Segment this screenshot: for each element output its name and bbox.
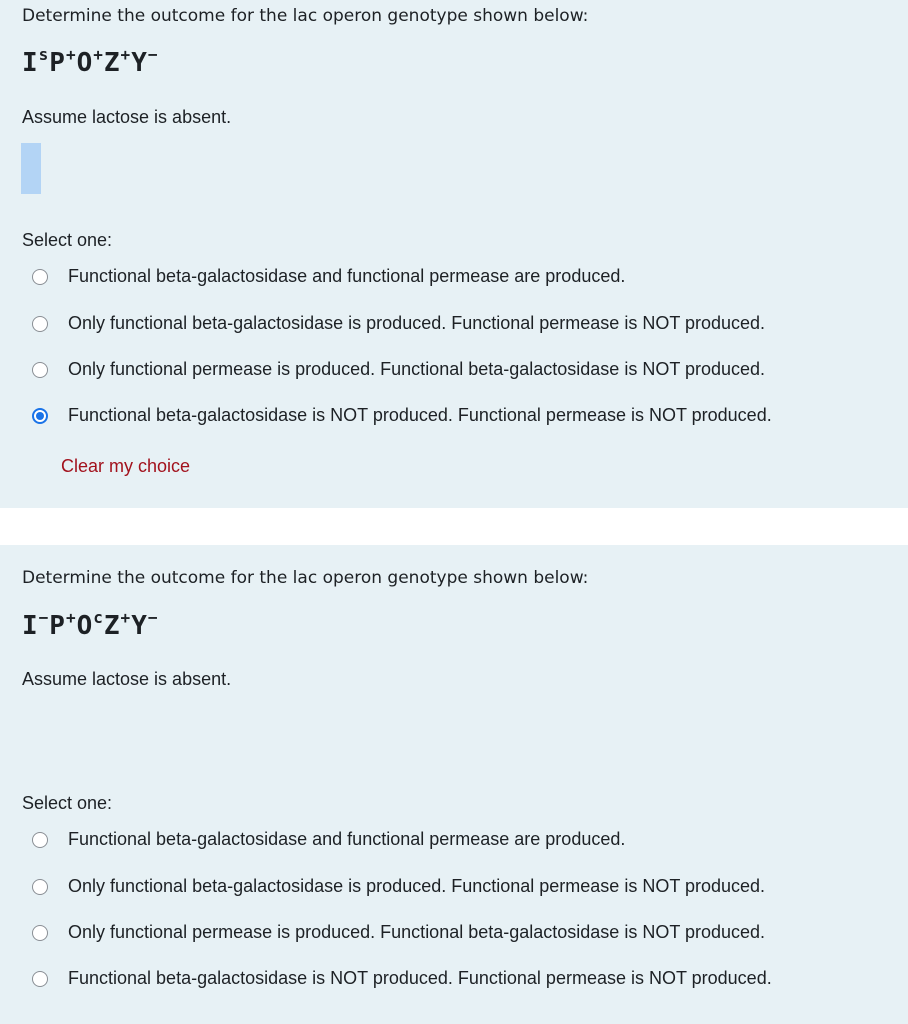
gene-P: P+ bbox=[49, 608, 76, 641]
genotype bbox=[22, 608, 158, 641]
gene-Z: Z+ bbox=[103, 45, 131, 78]
answer-option-1[interactable] bbox=[32, 266, 625, 287]
radio-button[interactable] bbox=[32, 269, 48, 285]
assumption-text: Assume lactose is absent. bbox=[22, 107, 232, 127]
question-2 bbox=[0, 545, 908, 1024]
answer-option-2[interactable] bbox=[32, 313, 765, 334]
answer-option-label: Functional beta-galactosidase and functional permease are produced. bbox=[68, 829, 626, 849]
answer-option-label: Only functional beta-galactosidase is produced. Functional permease is NOT produced. bbox=[68, 313, 766, 333]
radio-button[interactable] bbox=[32, 316, 48, 332]
answer-option-1[interactable] bbox=[32, 829, 625, 850]
gene-O: O+ bbox=[76, 45, 103, 78]
answer-option-3[interactable] bbox=[32, 359, 765, 380]
question-prompt: Determine the outcome for the lac operon genotype shown below: bbox=[22, 568, 589, 588]
answer-option-4[interactable] bbox=[32, 968, 772, 989]
answer-option-label: Only functional permease is produced. Functional beta-galactosidase is NOT produced. bbox=[68, 922, 766, 942]
radio-button[interactable] bbox=[32, 925, 48, 941]
radio-button[interactable] bbox=[32, 362, 48, 378]
answer-option-2[interactable] bbox=[32, 876, 765, 897]
gene-Y: Y− bbox=[131, 45, 158, 78]
gene-P: P+ bbox=[49, 45, 76, 78]
clear-choice-link[interactable]: Clear my choice bbox=[61, 456, 191, 476]
gene-I: I− bbox=[22, 608, 49, 641]
radio-button[interactable] bbox=[32, 971, 48, 987]
genotype bbox=[22, 45, 158, 78]
select-one-label: Select one: bbox=[22, 793, 113, 813]
radio-button[interactable] bbox=[32, 832, 48, 848]
answer-option-4[interactable] bbox=[32, 405, 772, 426]
text-selection-highlight bbox=[21, 143, 41, 194]
answer-option-label: Only functional permease is produced. Functional beta-galactosidase is NOT produced. bbox=[68, 359, 766, 379]
radio-button[interactable] bbox=[32, 879, 48, 895]
question-1 bbox=[0, 0, 908, 508]
answer-option-label: Functional beta-galactosidase is NOT produced. Functional permease is NOT produced. bbox=[68, 405, 772, 425]
answer-option-label: Functional beta-galactosidase and functional permease are produced. bbox=[68, 266, 626, 286]
answer-option-3[interactable] bbox=[32, 922, 765, 943]
question-prompt: Determine the outcome for the lac operon genotype shown below: bbox=[22, 6, 589, 26]
assumption-text: Assume lactose is absent. bbox=[22, 669, 232, 689]
gene-Y: Y− bbox=[131, 608, 158, 641]
gene-I: $I^s$ bbox=[22, 45, 49, 78]
radio-button-selected[interactable] bbox=[32, 408, 48, 424]
select-one-label: Select one: bbox=[22, 230, 113, 250]
gene-O: $O^c$ bbox=[76, 608, 103, 641]
answer-option-label: Functional beta-galactosidase is NOT produced. Functional permease is NOT produced. bbox=[68, 968, 772, 988]
answer-option-label: Only functional beta-galactosidase is produced. Functional permease is NOT produced. bbox=[68, 876, 766, 896]
gene-Z: Z+ bbox=[103, 608, 131, 641]
